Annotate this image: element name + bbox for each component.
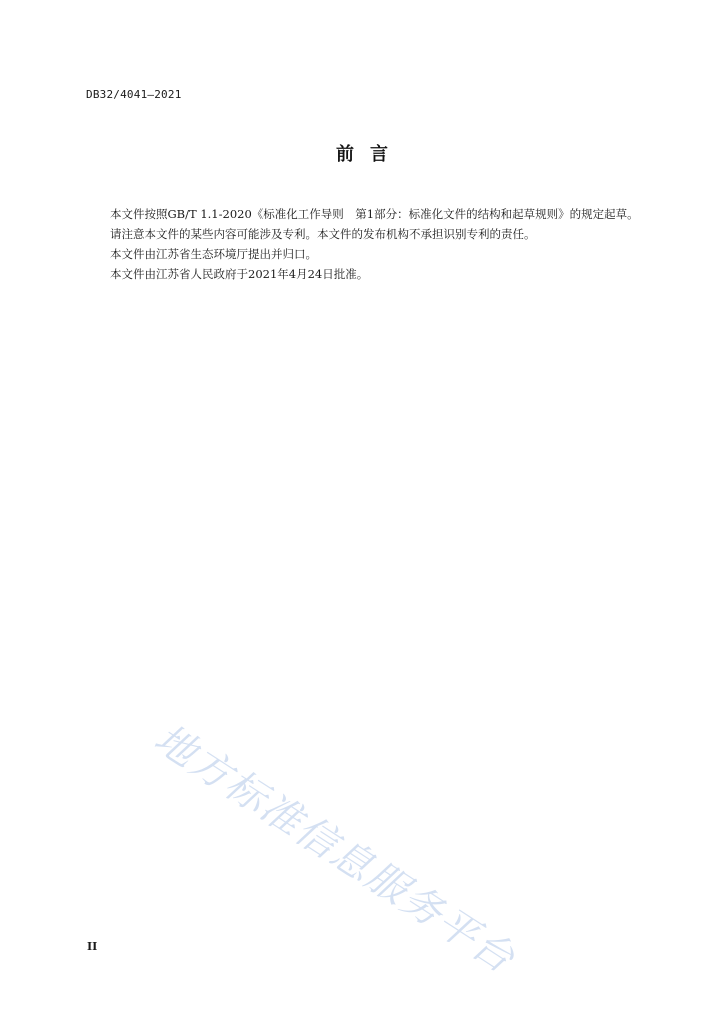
page-title: 前言 [336, 144, 404, 165]
page-number: II [87, 940, 98, 953]
document-code: DB32/4041—2021 [86, 88, 182, 101]
watermark: 地方标准信息服务平台 [146, 715, 524, 983]
foreword-body [86, 204, 660, 284]
paragraph-patent-notice: 请注意本文件的某些内容可能涉及专利。本文件的发布机构不承担识别专利的责任。 [110, 227, 536, 241]
paragraph-approval: 本文件由江苏省人民政府于2021年4月24日批准。 [110, 267, 369, 281]
paragraph-drafting-rules: 本文件按照GB/T 1.1-2020《标准化工作导则 第1部分：标准化文件的结构和起草规则》的规定起草。 [110, 207, 639, 221]
paragraph-proposer: 本文件由江苏省生态环境厅提出并归口。 [110, 247, 317, 261]
